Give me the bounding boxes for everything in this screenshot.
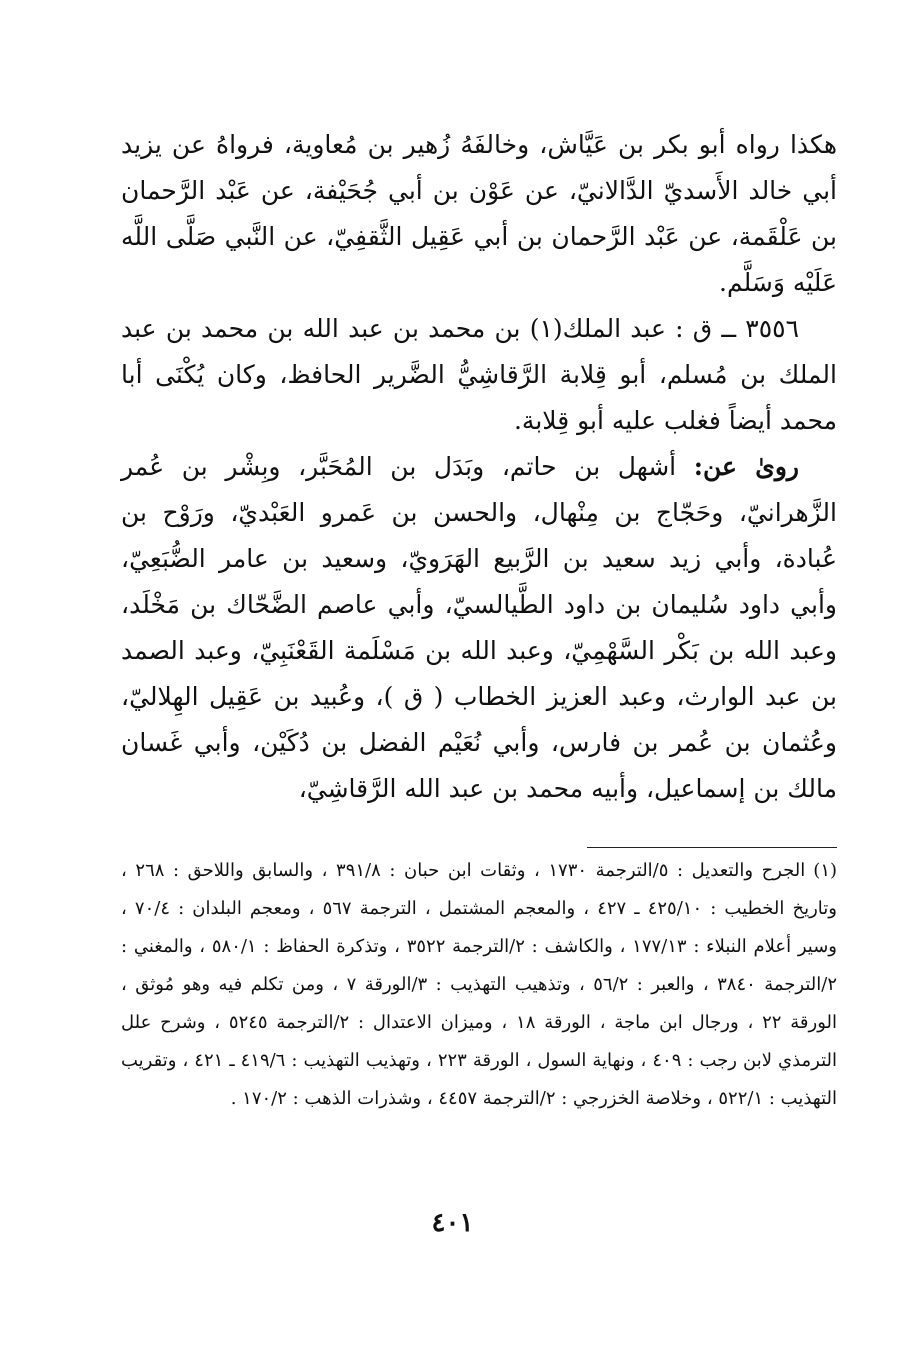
page-number: ٤٠١ [431,1208,474,1238]
paragraph-text: ٣٥٥٦ ــ ق : عبد الملك(١) بن محمد بن عبد الله بن محمد بن عبد الملك بن مُسلم، أبو قِلابة الرَّقاشِيُّ الضَّرير الحافظ، وكان يُكْنَى أبا محمد أيضاً فغلب عليه أبو قِلابة. [121,314,837,435]
narrated-from-heading: روىٰ عن: [693,452,799,481]
paragraph-biography-entry [121,306,837,444]
main-text [121,122,837,812]
paragraph-text: هكذا رواه أبو بكر بن عَيَّاش، وخالفَهُ زُهير بن مُعاوية، فرواهُ عن يزيد أبي خالد الأَسديّ الدَّالانيّ، عن عَوْن بن أبي جُحَيْفة، عن عَبْد الرَّحمان بن عَلْقَمة، عن عَبْد الرَّحمان بن أبي عَقِيل الثَّقفِيّ، عن النَّبي صَلَّى اللَّه عَلَيْه وَسَلَّم. [121,130,837,297]
paragraph-hadith-note [121,122,837,306]
footnote-divider [587,847,837,848]
footnote-marker: (١) [813,860,838,881]
paragraph-narrated-from [121,444,837,812]
footnotes [121,852,837,1118]
footnote-text: الجرح والتعديل : ٥/الترجمة ١٧٣٠ ، وثقات ابن حبان : ٣٩١/٨ ، والسابق واللاحق : ٢٦٨ ، وتاريخ الخطيب : ٤٢٥/١٠ ـ ٤٢٧ ، والمعجم المشتمل ، الترجمة ٥٦٧ ، ومعجم البلدان : ٧٠/٤ ، وسير أعلام النبلاء : ١٧٧/١٣ ، والكاشف : ٢/الترجمة ٣٥٢٢ ، وتذكرة الحفاظ : ٥٨٠/١ ، والمغني : ٢/الترجمة ٣٨٤٠ ، والعبر : ٥٦/٢ ، وتذهيب التهذيب : ٣/الورقة ٧ ، ومن تكلم فيه وهو مُوثق ، الورقة ٢٢ ، ورجال ابن ماجة ، الورقة ١٨ ، وميزان الاعتدال : ٢/الترجمة ٥٢٤٥ ، وشرح علل الترمذي لابن رجب : ٤٠٩ ، ونهاية السول ، الورقة ٢٢٣ ، وتهذيب التهذيب : ٤١٩/٦ ـ ٤٢١ ، وتقريب التهذيب : ٥٢٢/١ ، وخلاصة الخزرجي : ٢/الترجمة ٤٤٥٧ ، وشذرات الذهب : ١٧٠/٢ . [121,860,838,1109]
paragraph-text: أشهل بن حاتم، وبَدَل بن المُحَبَّر، وبِشْر بن عُمر الزَّهرانيّ، وحَجّاج بن مِنْهال، والحسن بن عَمرو العَبْديّ، ورَوْح بن عُبادة، وأبي زيد سعيد بن الرَّبيع الهَرَويّ، وسعيد بن عامر الضُّبَعِيّ، وأبي داود سُليمان بن داود الطَّيالسيّ، وأبي عاصم الضَّحّاك بن مَخْلَد، وعبد الله بن بَكْر السَّهْمِيّ، وعبد الله بن مَسْلَمة القَعْنَبِيّ، وعبد الصمد بن عبد الوارث، وعبد العزيز الخطاب ( ق )، وعُبيد بن عَقِيل الهِلاليّ، وعُثمان بن عُمر بن فارس، وأبي نُعَيْم الفضل بن دُكَيْن، وأبي غَسان مالك بن إسماعيل، وأبيه محمد بن عبد الله الرَّقاشِيّ، [121,452,837,803]
